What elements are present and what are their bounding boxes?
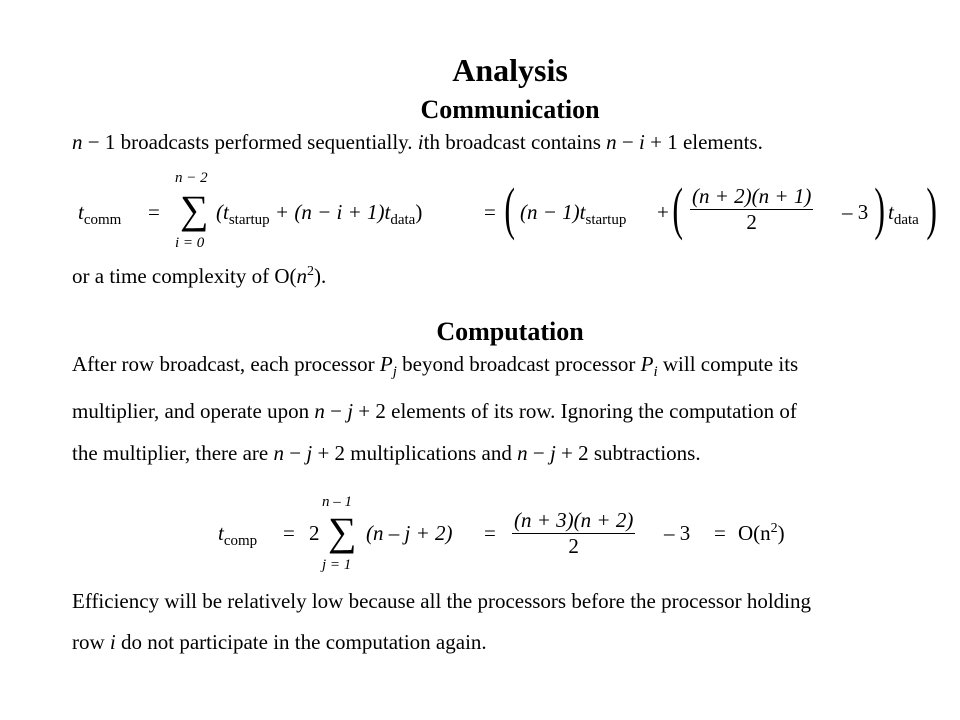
text: After row broadcast, each processor <box>72 352 380 376</box>
text: + 2 subtractions. <box>555 441 701 465</box>
var-P: P <box>640 352 654 376</box>
sub-j: j <box>392 364 397 380</box>
sub: startup <box>585 212 627 228</box>
minus-three: – 3 <box>842 200 869 224</box>
var-n: n <box>314 399 325 423</box>
var-i: i <box>639 130 645 154</box>
text: do not participate in the computation again. <box>115 630 487 654</box>
num: (n + 2)(n + 1) <box>692 184 812 208</box>
sum-lower <box>322 557 351 574</box>
text: + 1 elements. <box>644 130 763 154</box>
text: + 2 multiplications and <box>312 441 518 465</box>
fraction-denominator: 2 <box>746 210 757 234</box>
comm-term-startup <box>520 200 626 229</box>
sub: data <box>893 212 919 228</box>
fraction <box>512 508 635 559</box>
sup: 2 <box>307 264 315 279</box>
var-n: n <box>517 441 528 465</box>
text: − <box>527 441 550 465</box>
coefficient: 2 <box>309 521 320 545</box>
num: (n + 3)(n + 2) <box>514 508 634 532</box>
big-open-paren-2: ( <box>672 176 683 241</box>
computation-line1 <box>72 352 798 381</box>
comp-fraction <box>512 508 635 559</box>
comm-fraction <box>690 184 813 235</box>
var-P: P <box>379 352 393 376</box>
lhs-tcomp <box>218 521 257 550</box>
term: (t <box>216 200 229 224</box>
computation-line3 <box>72 441 701 466</box>
text: will compute its <box>657 352 799 376</box>
text: − 1 broadcasts performed sequentially. <box>82 130 418 154</box>
term: + (n − i + 1)t <box>269 200 391 224</box>
computation-line2 <box>72 399 797 424</box>
text: ). <box>314 264 327 288</box>
slide-title: Analysis <box>452 52 568 88</box>
text: the multiplier, there are <box>72 441 274 465</box>
comm-sum-term <box>216 200 422 229</box>
t: t <box>218 521 224 545</box>
fraction-numerator <box>690 184 813 210</box>
sub-i: i <box>653 364 658 380</box>
term: (n − 1)t <box>520 200 586 224</box>
text: − <box>616 130 640 154</box>
fraction-denominator: 2 <box>568 534 579 558</box>
var-i: i <box>417 130 424 154</box>
big-open-paren: ( <box>504 176 515 241</box>
sigma-symbol: ∑ <box>328 509 357 554</box>
result-text: O(n <box>738 521 771 545</box>
var-n: n <box>606 130 617 154</box>
communication-complexity <box>72 264 326 289</box>
text: + 2 elements of its row. Ignoring the computation of <box>353 399 797 423</box>
sum-lower-text: j = 1 <box>322 557 352 573</box>
sub: comm <box>83 212 122 228</box>
sub: comp <box>223 533 258 549</box>
text: th broadcast contains <box>423 130 607 154</box>
equals-2: = <box>484 521 496 545</box>
minus-three: – 3 <box>664 521 691 545</box>
equals-1: = <box>283 521 295 545</box>
text: multiplier, and operate upon <box>72 399 315 423</box>
efficiency-line2 <box>72 630 487 655</box>
communication-line1 <box>72 130 763 155</box>
var-n: n <box>296 264 308 288</box>
text: − <box>324 399 348 423</box>
big-close-paren: ) <box>926 176 937 241</box>
efficiency-line1: Efficiency will be relatively low because all the processors before the processor holding <box>72 589 812 613</box>
t: t <box>888 200 894 224</box>
equals-3: = <box>714 521 726 545</box>
big-close-paren-2: ) <box>874 176 885 241</box>
comp-sum-term <box>366 521 453 546</box>
sub: startup <box>228 212 270 228</box>
result <box>738 521 785 546</box>
term: (n – j + 2) <box>366 521 453 545</box>
t: t <box>78 200 84 224</box>
var-n: n <box>273 441 284 465</box>
text: − <box>284 441 307 465</box>
text: or a time complexity of O( <box>72 264 297 288</box>
text: row <box>72 630 110 654</box>
equals-1: = <box>148 200 160 224</box>
communication-heading: Communication <box>420 95 600 124</box>
sup: 2 <box>770 521 778 536</box>
fraction <box>690 184 813 235</box>
sub: data <box>390 212 416 228</box>
var-j: j <box>347 399 354 423</box>
text: beyond broadcast processor <box>396 352 641 376</box>
computation-heading: Computation <box>436 317 584 346</box>
sum-upper-text: n – 1 <box>322 494 352 510</box>
var-j: j <box>306 441 313 465</box>
var-i: i <box>109 630 116 654</box>
result-end: ) <box>777 521 785 545</box>
sum-upper <box>175 170 208 187</box>
plus: + <box>657 200 669 224</box>
lhs-tcomm <box>78 200 121 229</box>
term: ) <box>415 200 423 224</box>
fraction-numerator <box>512 508 635 534</box>
var-n: n <box>72 130 83 154</box>
sum-lower-text: i = 0 <box>175 235 205 251</box>
sigma-symbol: ∑ <box>180 187 209 232</box>
t-data <box>888 200 919 229</box>
sum-lower <box>175 235 204 252</box>
equals-2: = <box>484 200 496 224</box>
var-j: j <box>549 441 556 465</box>
sum-upper-text: n − 2 <box>175 170 208 186</box>
